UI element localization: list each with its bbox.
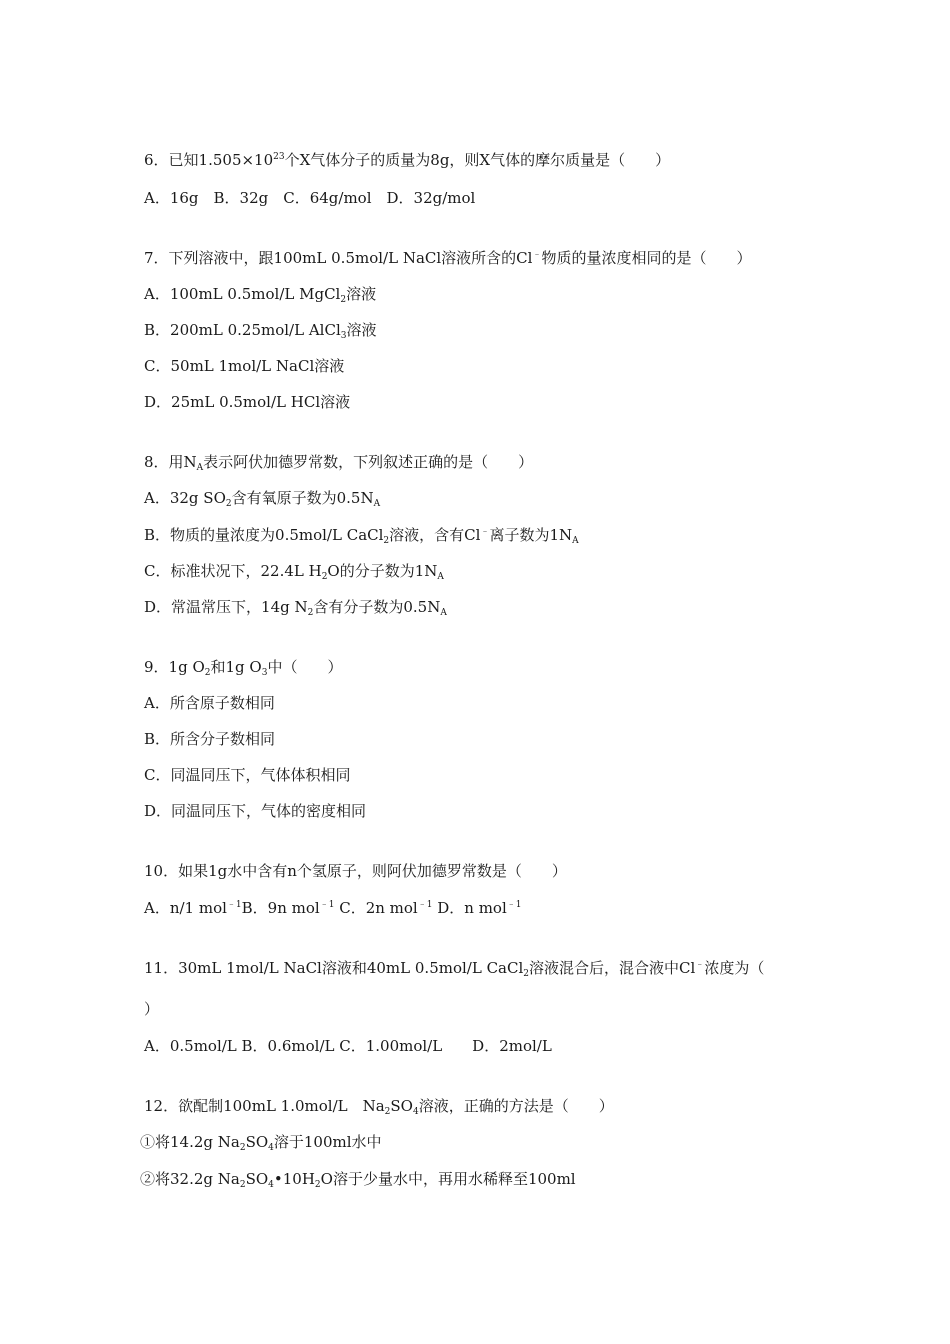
answer-option [144,801,366,821]
text-run: 浓度为（ [704,959,765,977]
text-run: ） [144,1000,160,1018]
question-stem [144,150,670,170]
subscript: 2 [204,668,211,678]
text-run: 6．已知1.505×10 [144,151,274,169]
subscript: 4 [268,1143,274,1153]
subscript: A [437,572,444,582]
subscript: A [196,463,204,473]
text-run: SO [245,1170,269,1188]
subscript: 2 [314,1180,321,1190]
subscript: 3 [261,668,268,678]
text-run: C．50mL 1mol/L NaCl溶液 [144,357,345,375]
subscript: 4 [412,1107,419,1117]
superscript: ﹣ [480,527,490,537]
question-stem [144,861,567,881]
subscript: 2 [321,572,328,582]
superscript: ﹣1 [226,900,242,910]
question-stem [144,248,751,268]
text-run: 物质的量浓度相同的是（ ） [541,249,752,267]
answer-option [144,765,350,785]
text-run: 8．用N [144,453,197,471]
text-run: A．16g B．32g C．64g/mol D．32g/mol [144,189,476,207]
text-run: 含有分子数为0.5N [313,598,441,616]
text-run: D．同温同压下，气体的密度相同 [144,802,367,820]
text-run: 12．欲配制100mL 1.0mol/L Na [144,1097,385,1115]
answer-option [140,1132,382,1152]
answer-option [144,693,275,713]
text-run: 离子数为1N [489,526,573,544]
text-run: B．所含分子数相同 [144,730,276,748]
text-run: 7．下列溶液中，跟100mL 0.5mol/L NaCl溶液所含的Cl [144,249,533,267]
text-run: 中（ ） [267,658,343,676]
answer-option [144,392,350,412]
answer-option [144,284,376,304]
text-run: 9．1g O [144,658,205,676]
text-run: 和1g O [210,658,262,676]
subscript: 2 [340,295,347,305]
subscript: 4 [268,1180,274,1190]
answer-option [144,525,579,545]
text-run: D．25mL 0.5mol/L HCl溶液 [144,393,351,411]
answer-option [144,999,159,1019]
text-run: 个X气体分子的质量为8g，则X气体的摩尔质量是（ ） [284,151,671,169]
text-run: ②将32.2g Na [140,1170,240,1188]
text-run: D．常温常压下，14g N [144,598,308,616]
question-stem [144,657,342,677]
answer-option [144,1036,552,1056]
text-run: •10H [273,1170,315,1188]
subscript: A [440,608,447,618]
subscript: A [373,499,381,509]
text-run: 溶液，含有Cl [389,526,481,544]
subscript: 2 [384,1107,391,1117]
text-run: 溶液混合后，混合液中Cl [529,959,696,977]
text-run: 溶液 [346,285,377,303]
text-run: 溶液 [346,321,377,339]
text-run: B．物质的量浓度为0.5mol/L CaCl [144,526,384,544]
text-run: 溶液，正确的方法是（ ） [418,1097,614,1115]
text-run: A．0.5mol/L B．0.6mol/L C．1.00mol/L D．2mol/L [144,1037,552,1055]
text-run: 表示阿伏加德罗常数，下列叙述正确的是（ ） [203,453,534,471]
text-run: ①将14.2g Na [140,1133,240,1151]
answer-option [144,561,444,581]
subscript: 2 [383,536,390,546]
superscript: ﹣1 [417,900,433,910]
subscript: A [572,536,579,546]
answer-option [144,188,475,208]
text-run: B．9n mol [241,899,320,917]
question-stem [144,1096,614,1116]
answer-option [140,1169,576,1189]
superscript: 23 [273,152,285,162]
subscript: 2 [307,608,314,618]
text-run: 11．30mL 1mol/L NaCl溶液和40mL 0.5mol/L CaCl [144,959,524,977]
text-run: SO [245,1133,269,1151]
text-run: 含有氧原子数为0.5N [231,489,374,507]
question-stem [144,452,533,472]
text-run: C．2n mol [334,899,418,917]
question-stem [144,958,764,978]
text-run: O溶于少量水中，再用水稀释至100ml [320,1170,576,1188]
superscript: ﹣ [695,960,705,970]
text-run: 10．如果1g水中含有n个氢原子，则阿伏加德罗常数是（ ） [144,862,567,880]
subscript: 2 [239,1180,246,1190]
answer-option [144,320,377,340]
text-run: A．n/1 mol [144,899,227,917]
answer-option [144,597,447,617]
subscript: 3 [340,331,347,341]
answer-option [144,729,275,749]
text-run: B．200mL 0.25mol/L AlCl [144,321,341,339]
text-run: O的分子数为1N [327,562,438,580]
superscript: ﹣ [532,250,542,260]
superscript: ﹣1 [506,900,522,910]
text-run: SO [390,1097,413,1115]
text-run: A．100mL 0.5mol/L MgCl [144,285,341,303]
answer-option [144,356,344,376]
answer-option [144,488,380,508]
text-run: A．32g SO [144,489,226,507]
text-run: C．标准状况下，22.4L H [144,562,322,580]
subscript: 2 [523,969,530,979]
subscript: 2 [225,499,232,509]
superscript: ﹣1 [319,900,335,910]
subscript: 2 [239,1143,246,1153]
text-run: 溶于100ml水中 [273,1133,382,1151]
text-run: A．所含原子数相同 [144,694,275,712]
text-run: C．同温同压下，气体体积相同 [144,766,351,784]
text-run: D．n mol [432,899,507,917]
answer-option [144,898,521,918]
